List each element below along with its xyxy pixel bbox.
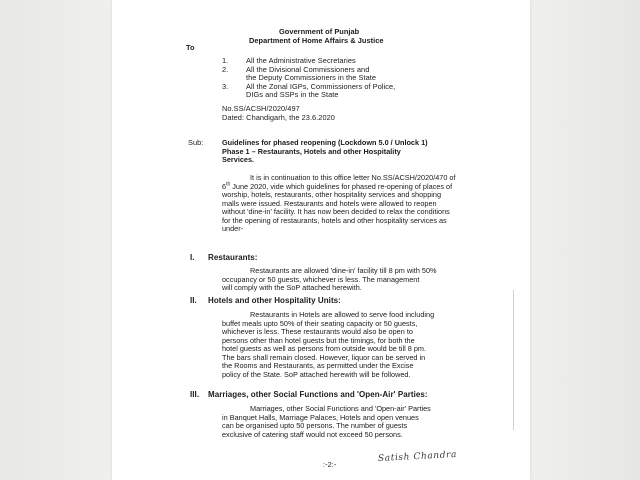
subject-line: Phase 1 – Restaurants, Hotels and other Hospitality xyxy=(222,146,401,156)
section-line: can be organised upto 50 persons. The number of guests xyxy=(222,421,408,431)
section-line: whichever is less. These restaurants would also be open to xyxy=(222,327,413,337)
intro-day-suffix: th xyxy=(226,181,231,188)
section-line: Marriages, other Social Functions and 'Open-air' Parties xyxy=(250,404,431,413)
section-hotels-body xyxy=(222,311,434,379)
section-line: will comply with the SoP attached herewith. xyxy=(222,283,362,293)
left-background xyxy=(0,0,110,480)
recipient-line: All the Administrative Secretaries xyxy=(246,56,356,65)
section-title-restaurants: Restaurants: xyxy=(208,253,258,262)
recipient-line: DIGs and SSPs in the State xyxy=(246,90,339,99)
recipient-line: All the Divisional Commissioners and xyxy=(246,65,370,74)
intro-line: under- xyxy=(222,224,244,234)
page-number: :-2:- xyxy=(323,460,337,469)
section-line: persons other than hotel guests but the timings, for both the xyxy=(222,335,415,345)
section-line: hotel guests as well as persons from outside would be till 8 pm. xyxy=(222,344,427,354)
section-number: III. xyxy=(190,390,200,399)
section-line: policy of the State. SoP attached herewith will be followed. xyxy=(222,369,411,379)
scan-edge-line xyxy=(513,290,514,430)
intro-line: It is in continuation to this office letter No.SS/ACSH/2020/470 of xyxy=(250,173,456,182)
section-line: Restaurants in Hotels are allowed to serve food including xyxy=(250,310,435,319)
subject-label: Sub: xyxy=(188,138,204,147)
right-background xyxy=(532,0,640,480)
section-marriages-body xyxy=(222,405,431,439)
letter-number: No.SS/ACSH/2020/497 xyxy=(222,104,300,113)
intro-day: 6 xyxy=(222,181,227,191)
recipient-number: 3. xyxy=(222,82,229,91)
recipient-line: the Deputy Commissioners in the State xyxy=(246,73,377,82)
intro-line-rest: June 2020, vide which guidelines for phased re-opening of places of xyxy=(230,181,453,191)
intro-line: malls were issued. Restaurants and hotels were allowed to reopen xyxy=(222,198,437,208)
section-line: buffet meals upto 50% of their seating capacity or 50 guests, xyxy=(222,318,418,328)
letter-date: Dated: Chandigarh, the 23.6.2020 xyxy=(222,113,335,122)
department-heading: Department of Home Affairs & Justice xyxy=(249,36,384,45)
intro-line: worship, hotels, restaurants, other hospitality services and shopping xyxy=(222,190,442,200)
intro-line: without 'dine-in' facility. It has now been decided to relax the conditions xyxy=(222,207,450,217)
subject-line: Guidelines for phased reopening (Lockdown 5.0 / Unlock 1) xyxy=(222,138,428,147)
section-line: occupancy or 50 guests, whichever is less. The management xyxy=(222,274,420,284)
section-restaurants-body xyxy=(222,267,437,293)
subject-line: Services. xyxy=(222,155,255,165)
section-line: exclusive of catering staff would not exceed 50 persons. xyxy=(222,429,403,439)
section-line: in Banquet Halls, Marriage Palaces, Hotels and open venues xyxy=(222,412,419,422)
section-number: I. xyxy=(190,253,195,262)
subject-text xyxy=(222,139,428,165)
section-line: the Rooms and Restaurants, as permitted under the Excise xyxy=(222,361,414,371)
section-title-marriages: Marriages, other Social Functions and 'Open-Air' Parties: xyxy=(208,390,428,399)
to-label: To xyxy=(186,43,195,52)
section-title-hotels: Hotels and other Hospitality Units: xyxy=(208,296,341,305)
recipient-line: All the Zonal IGPs, Commissioners of Police, xyxy=(246,82,396,91)
section-line: The bars shall remain closed. However, liquor can be served in xyxy=(222,352,426,362)
section-number: II. xyxy=(190,296,197,305)
government-heading: Government of Punjab xyxy=(279,27,360,36)
signature: Satish Chandra xyxy=(377,449,458,465)
intro-line: for the opening of restaurants, hotels and other hospitality services as xyxy=(222,215,447,225)
intro-paragraph xyxy=(222,174,456,234)
recipient-number: 1. xyxy=(222,56,229,65)
section-line: Restaurants are allowed 'dine-in' facility till 8 pm with 50% xyxy=(250,266,437,275)
recipient-number: 2. xyxy=(222,65,229,74)
